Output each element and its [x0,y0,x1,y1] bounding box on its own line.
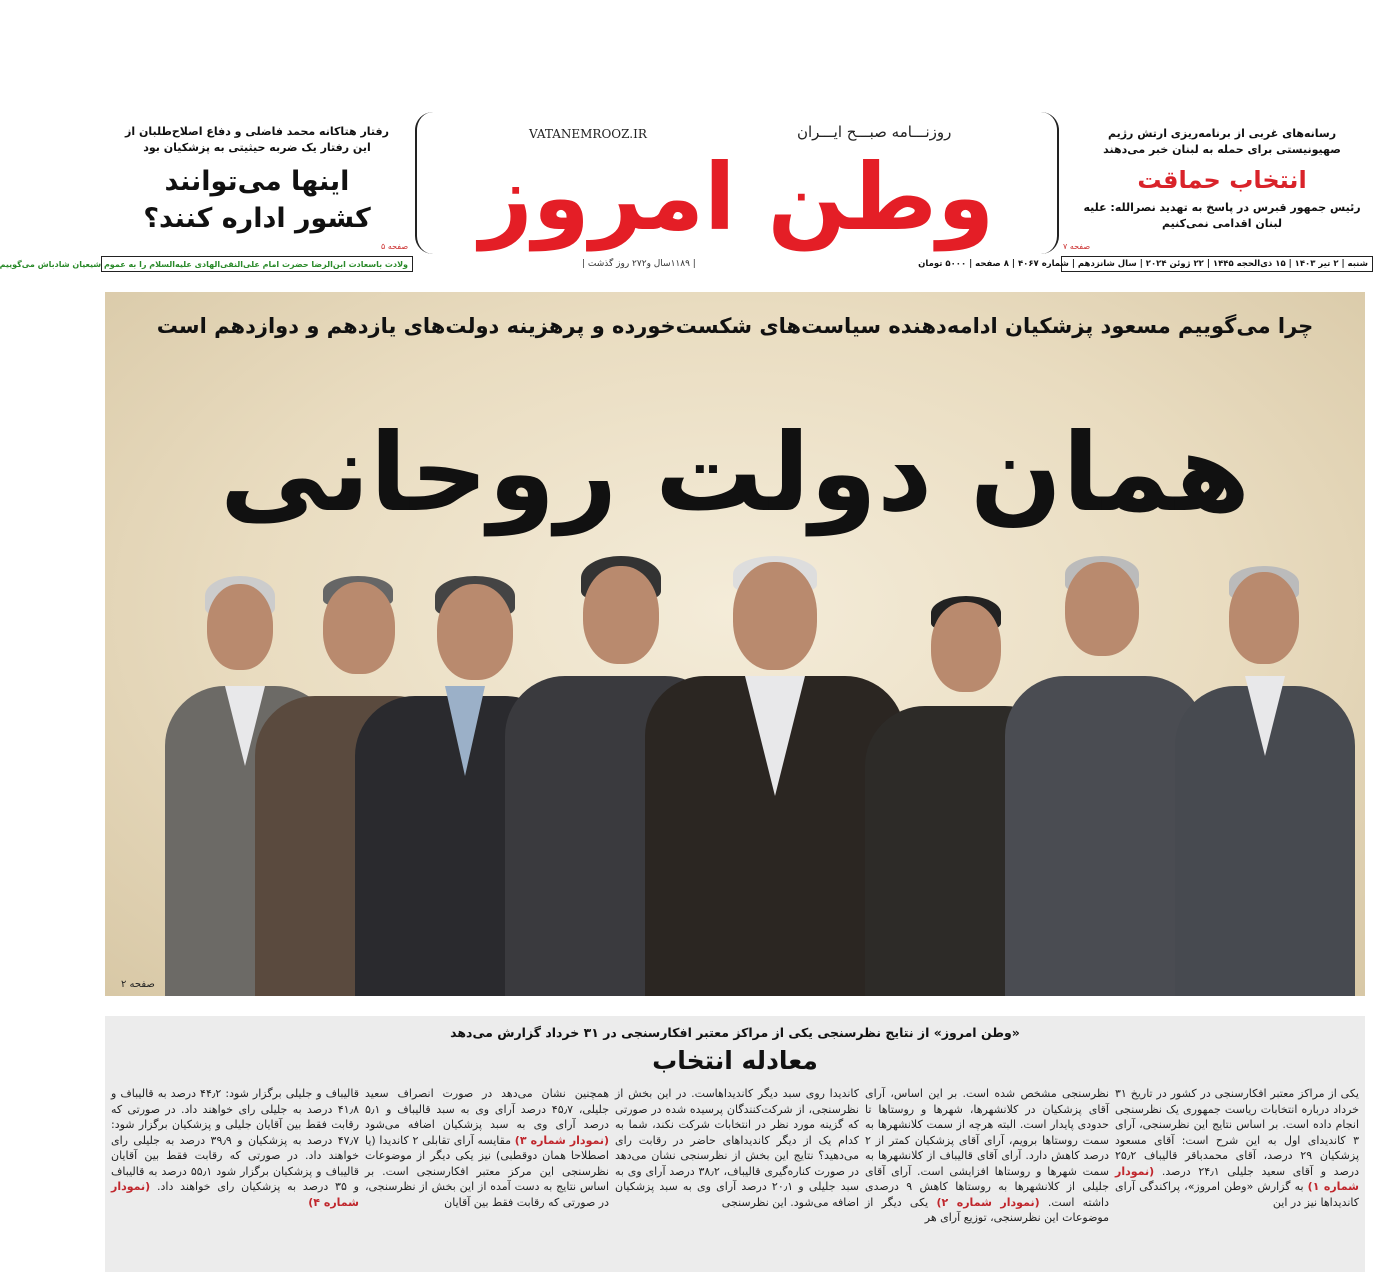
poll-article [105,1016,1365,1272]
column-text: یکی از مراکز معتبر افکارسنجی در کشور در تاریخ ۳۱ خرداد درباره انتخابات ریاست جمهوری یک نظرسنجی انجام داده است. بر اساس نتایج این نظرسنجی، آرای ۳ کاندیدای اول به این شرح است: آقای مسعود پزشکیان ۲۹ درصد، آقای محمدباقر قالیباف ۲۵٫۲ درصد و آقای سعید جلیلی ۲۴٫۱ درصد. [1115,1087,1360,1178]
article-column [111,1086,359,1210]
column-text: یکی دیگر از موضوعات این نظرسنجی، توزیع آرای هر [865,1195,1109,1224]
article-column [615,1086,859,1210]
chart-reference: (نمودار شماره ۴) [111,1180,359,1209]
lead-story-banner[interactable] [105,292,1365,996]
greeting-bar: ولادت باسعادت ابن‌الرضا حضرت امام علی‌النقی‌الهادی علیه‌السلام را به عموم شیعیان شادباش می‌گوییم [101,256,413,272]
column-text: نظرسنجی مشخص شده است. بر این اساس، آرای آقای پزشکیان در کلانشهرها، شهرها و روستاها تا حدودی پایدار است. البته هرچه از سمت کلانشهرها به سمت روستاها برویم، آرای آقای پزشکیان کمتر از ۲ درصد کاهش دارد. آرای آقای قالیباف از کلانشهرها به سمت شهرها و روستاها افزایشی است. آرای آقای جلیلی از کلانشهرها به روستاها کاهش ۹ درصدی داشته است. [865,1087,1109,1209]
article-column [865,1086,1109,1226]
right-story-page: صفحه ۷ [1063,242,1091,251]
article-column [1115,1086,1359,1210]
person-figure [1175,566,1355,996]
website: VATANEMROOZ.IR [529,127,647,141]
founding-counter: | ۱۱۸۹سال و۲۷۲ روز گذشت | [582,259,696,269]
column-text: قالیباف و جلیلی برگزار شود: ۴۴٫۲ درصد به قالیباف و ۴۱٫۸ درصد به جلیلی رای خواهند داد. در صورتی که رقابت فقط بین آقایان جلیلی و پزشکیان برگزار شود: ۴۷٫۷ درصد به پزشکیان و ۳۹٫۹ درصد به جلیلی رای خواهند داد. در صورتی که رقابت فقط بین آقایان قالیباف و پزشکیان برگزار شود ۵۵٫۱ درصد به قالیباف و ۳۵ درصد به پزشکیان رای خواهند داد. [111,1087,360,1193]
newspaper-logo: وطن امروز [479,144,995,251]
column-text: به گزارش «وطن امروز»، پراکندگی آرای کاندیداها نیز در این [1115,1180,1359,1209]
chart-reference: (نمودار شماره ۱) [1115,1164,1359,1193]
column-text: همچنین نشان می‌دهد در صورت انصراف سعید جلیلی، ۴۵٫۷ درصد آرای وی به سبد قالیباف و ۵٫۱ درصد آرای وی به سبد پزشکیان اضافه می‌شود [365,1087,609,1131]
right-story-subhead: رئیس جمهور قبرس در پاسخ به تهدید نصرالله: علیه لبنان اقدامی نمی‌کنیم [1083,201,1361,230]
chart-reference: (نمودار شماره ۲) [936,1195,1040,1209]
left-story-page: صفحه ۵ [381,242,409,251]
right-story-headline[interactable]: انتخاب حماقت [1137,166,1307,194]
column-text: کاندیدا روی سبد دیگر کاندیداهاست. در این بخش از نظرسنجی، از شرکت‌کنندگان پرسیده شده در صورتی که گزینه مورد نظر در انتخابات شرکت نکند، شما به کدام یک از دیگر کاندیداهای حاضر در رقابت رای می‌دهید؟ نتایج این بخش از نظرسنجی نشان می‌دهد در صورت کناره‌گیری قالیباف، ۳۸٫۲ درصد آرای وی به سبد جلیلی و ۲۰٫۱ درصد آرای وی به سبد پزشکیان اضافه می‌شود. این نظرسنجی [615,1087,860,1209]
lead-headline[interactable]: همان دولت روحانی [219,411,1251,536]
lead-kicker: چرا می‌گوییم مسعود پزشکیان ادامه‌دهنده سیاست‌های شکست‌خورده و پرهزینه دولت‌های یازدهم و دوازدهم است [156,314,1314,338]
column-text: مقایسه آرای تقابلی ۲ کاندیدا (یا اصطلاحا همان دوقطبی) نیز یکی دیگر از موضوعات نظرسنجی این مرکز معتبر افکارسنجی است. بر اساس نتایج به دست آمده از این بخش از نظرسنجی، در صورتی که رقابت فقط بین آقایان [365,1133,609,1209]
article-kicker: «وطن امروز» از نتایج نظرسنجی یکی از مراکز معتبر افکارسنجی در ۳۱ خرداد گزارش می‌دهد [450,1025,1020,1040]
left-story-headline-1[interactable]: اینها می‌توانند [164,166,350,197]
date-bar: شنبه | ۲ تیر ۱۴۰۳ | ۱۵ ذی‌الحجه ۱۴۴۵ | ۲۲ ژوئن ۲۰۲۴ | سال شانزدهم | شماره ۴۰۶۷ | ۸ صفحه | ۵۰۰۰ تومان [1061,256,1373,272]
right-story-kicker: رسانه‌های غربی از برنامه‌ریزی ارتش رژیم صهیونیستی برای حمله به لبنان خبر می‌دهند [1103,127,1341,156]
left-story-kicker: رفتار هتاکانه محمد فاضلی و دفاع اصلاح‌طلبان از این رفتار یک ضربه حیثیتی به پزشکیان بود [125,125,389,154]
chart-reference: (نمودار شماره ۳) [514,1133,609,1147]
tagline: روزنـــامه صبـــح ایـــران [797,123,952,141]
article-column [365,1086,609,1210]
article-title[interactable]: معادله انتخاب [652,1046,818,1075]
lead-page-ref: صفحه ۲ [121,979,155,990]
left-story-headline-2[interactable]: کشور اداره کنند؟ [143,203,371,234]
